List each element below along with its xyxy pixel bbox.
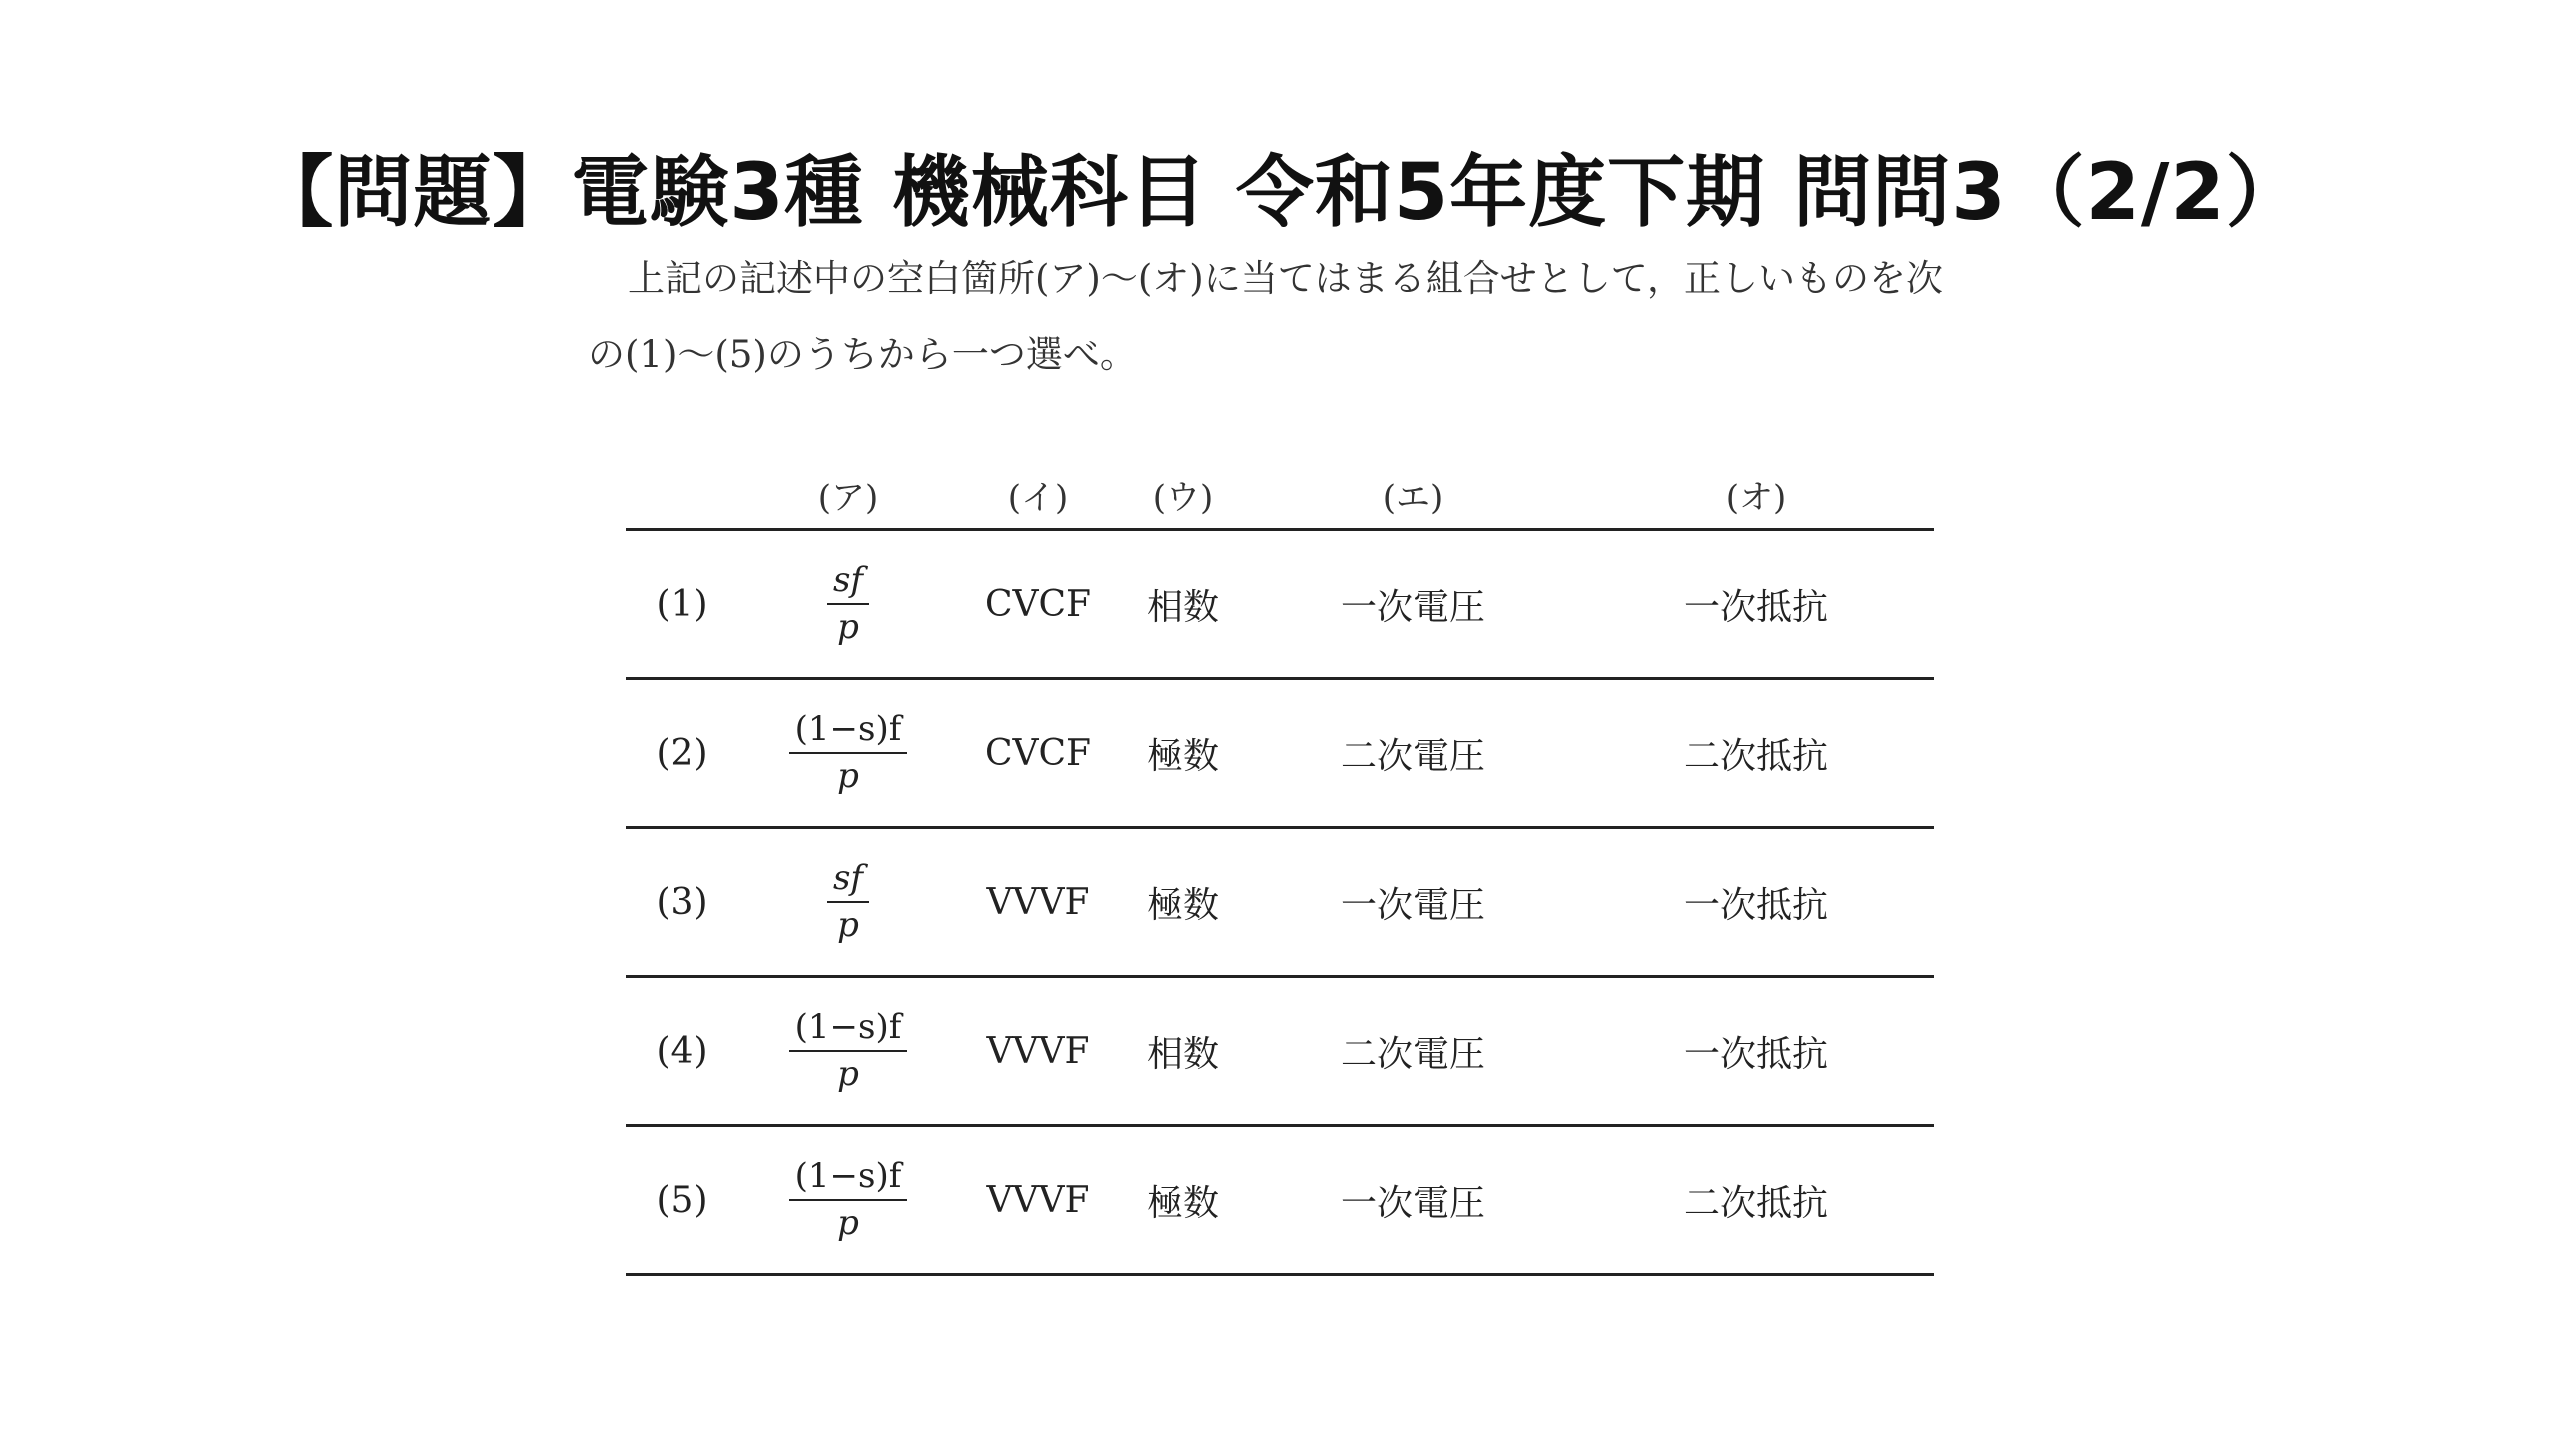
cell-e: 一次電圧 — [1340, 586, 1485, 628]
cell-u: 相数 — [1146, 586, 1219, 628]
fraction-denominator: p — [837, 1203, 859, 1243]
fraction-denominator: p — [837, 756, 859, 796]
cell-u: 極数 — [1146, 735, 1219, 777]
cell-o: 一次抵抗 — [1683, 884, 1828, 926]
fraction-cell — [738, 531, 958, 677]
header-cell-i: (イ) — [1007, 477, 1069, 518]
header-cell-a: (ア) — [817, 477, 879, 518]
table-row — [626, 978, 1934, 1127]
header-cell-o: (オ) — [1725, 477, 1787, 518]
header-cell-u: (ウ) — [1152, 477, 1214, 518]
choice-label: (5) — [656, 1179, 708, 1221]
header-cell-e: (エ) — [1382, 477, 1444, 518]
fraction-numerator: (1−s)f — [789, 1158, 908, 1201]
fraction-cell — [738, 978, 958, 1124]
fraction — [827, 857, 869, 945]
table-row — [626, 829, 1934, 978]
cell-o: 一次抵抗 — [1683, 586, 1828, 628]
fraction-cell — [738, 829, 958, 975]
table-row — [626, 531, 1934, 680]
choice-label: (1) — [656, 583, 708, 625]
cell-e: 一次電圧 — [1340, 884, 1485, 926]
fraction-numerator: (1−s)f — [789, 1009, 908, 1052]
fraction — [789, 708, 908, 796]
table-header-row — [626, 460, 1934, 531]
fraction — [827, 559, 869, 647]
answer-table — [626, 460, 1934, 1276]
fraction — [789, 1155, 908, 1243]
fraction-denominator: p — [837, 905, 859, 945]
cell-i: VVVF — [986, 1030, 1090, 1072]
header-empty-cell — [626, 460, 738, 528]
cell-i: CVCF — [984, 583, 1092, 625]
fraction-denominator: p — [837, 1054, 859, 1094]
choice-label: (2) — [656, 732, 708, 774]
fraction — [789, 1006, 908, 1094]
cell-e: 二次電圧 — [1340, 735, 1485, 777]
table-row — [626, 1127, 1934, 1276]
cell-u: 極数 — [1146, 884, 1219, 926]
instruction-line-1: 上記の記述中の空白箇所(ア)～(オ)に当てはまる組合せとして，正しいものを次 — [628, 257, 1943, 300]
cell-e: 二次電圧 — [1340, 1033, 1485, 1075]
cell-e: 一次電圧 — [1340, 1182, 1485, 1224]
fraction-cell — [738, 680, 958, 826]
table-row — [626, 680, 1934, 829]
cell-o: 二次抵抗 — [1683, 735, 1828, 777]
choice-label: (3) — [656, 881, 708, 923]
fraction-cell — [738, 1127, 958, 1273]
page-title: 【問題】電験3種 機械科目 令和5年度下期 問問3（2/2） — [255, 148, 2305, 238]
fraction-numerator: sf — [827, 860, 869, 903]
cell-o: 一次抵抗 — [1683, 1033, 1828, 1075]
choice-label: (4) — [656, 1030, 708, 1072]
fraction-denominator: p — [837, 607, 859, 647]
fraction-numerator: (1−s)f — [789, 711, 908, 754]
cell-i: VVVF — [986, 1179, 1090, 1221]
cell-i: VVVF — [986, 881, 1090, 923]
cell-u: 相数 — [1146, 1033, 1219, 1075]
cell-o: 二次抵抗 — [1683, 1182, 1828, 1224]
cell-u: 極数 — [1146, 1182, 1219, 1224]
fraction-numerator: sf — [827, 562, 869, 605]
cell-i: CVCF — [984, 732, 1092, 774]
instruction-line-2: の(1)～(5)のうちから一つ選べ。 — [588, 333, 1137, 376]
